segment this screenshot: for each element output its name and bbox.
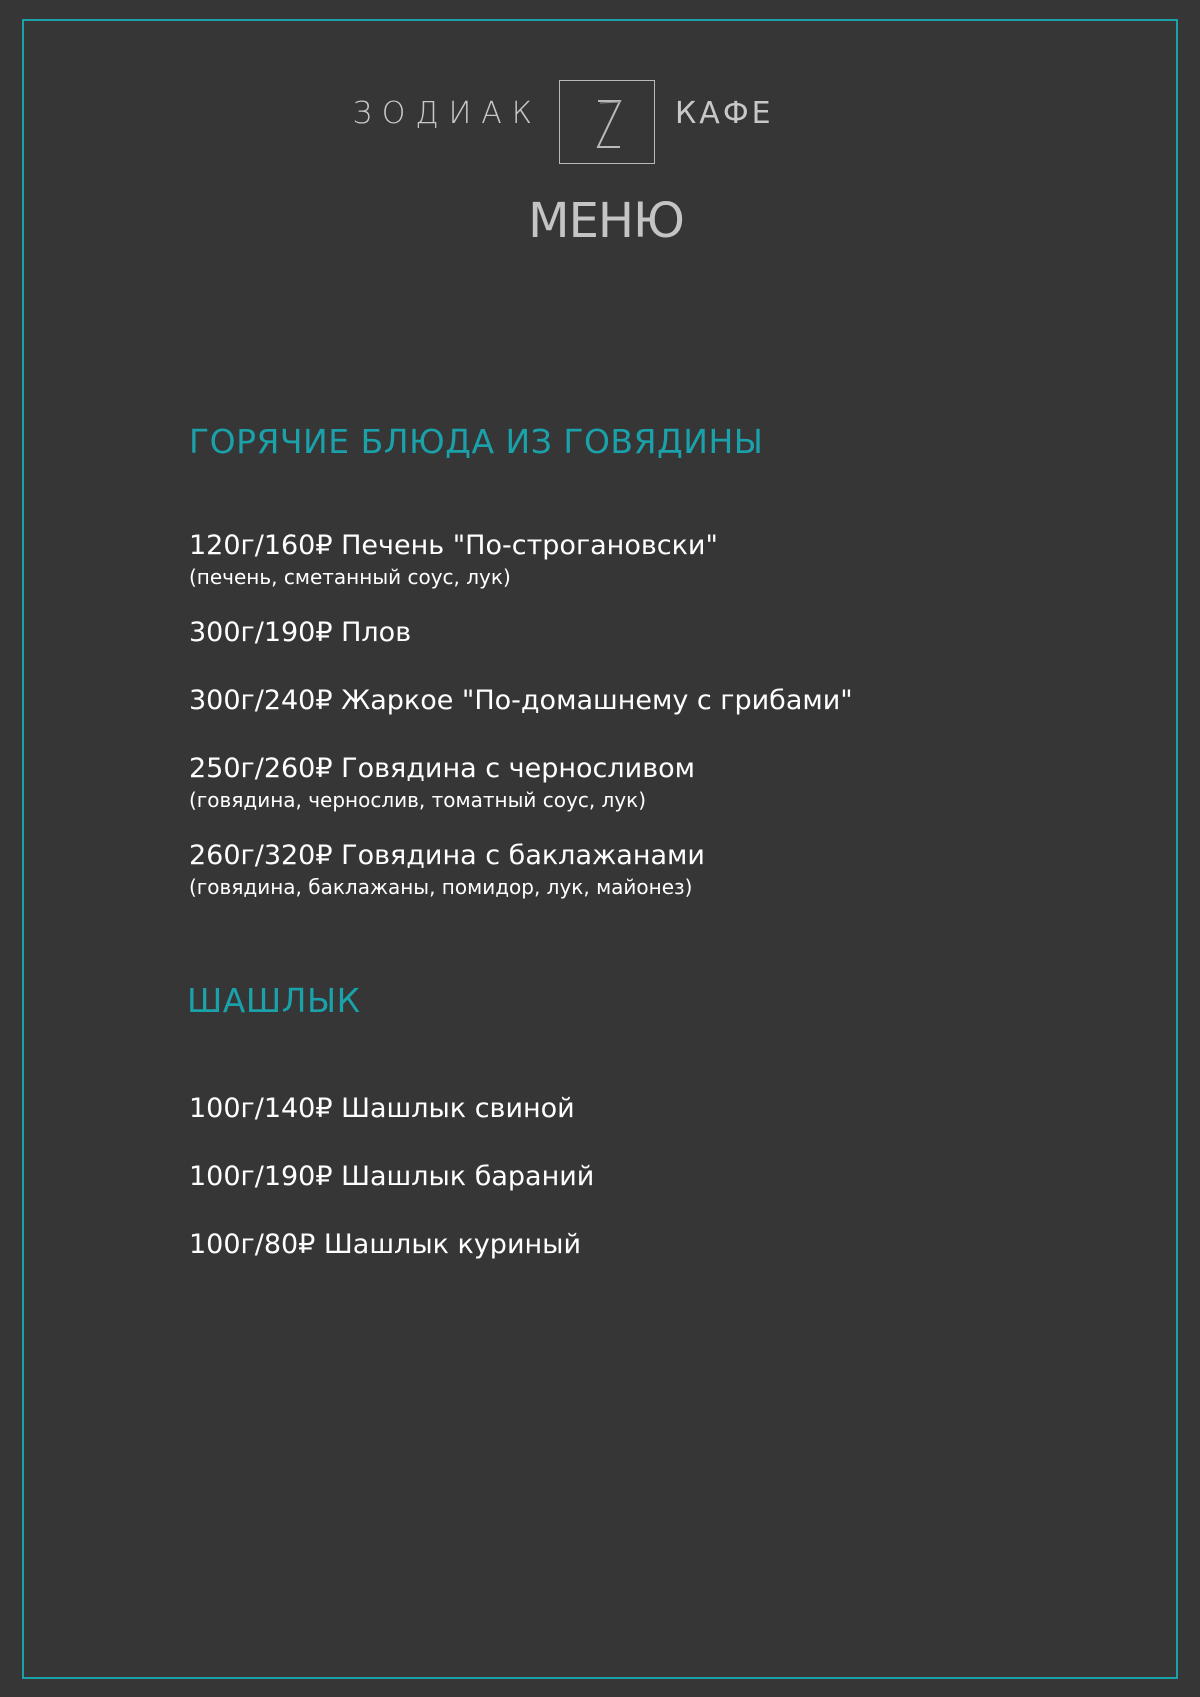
menu-item-description: (печень, сметанный соус, лук) [189, 565, 511, 589]
menu-item-name: 260г/320₽ Говядина с баклажанами [189, 840, 705, 871]
menu-item [189, 1161, 594, 1192]
menu-item-name: 100г/140₽ Шашлык свиной [189, 1093, 575, 1124]
logo-mark [559, 80, 655, 164]
z-logo-icon [560, 81, 656, 165]
menu-item [189, 1229, 581, 1260]
section-beef [189, 422, 763, 461]
menu-item [189, 753, 695, 812]
menu-item-name: 300г/190₽ Плов [189, 617, 412, 648]
menu-item-name: 120г/160₽ Печень "По-строгановски" [189, 530, 718, 561]
menu-item-description: (говядина, баклажаны, помидор, лук, майонез) [189, 875, 693, 899]
menu-item-name: 100г/190₽ Шашлык бараний [189, 1161, 595, 1192]
section-shashlik [187, 981, 361, 1020]
menu-item [189, 617, 411, 648]
section-title: ГОРЯЧИЕ БЛЮДА ИЗ ГОВЯДИНЫ [189, 422, 764, 461]
menu-item [189, 840, 705, 899]
menu-item [189, 685, 853, 716]
menu-item [189, 1093, 575, 1124]
menu-item-name: 250г/260₽ Говядина с черносливом [189, 753, 695, 784]
section-title: ШАШЛЫК [187, 981, 361, 1020]
logo-right-text: КАФЕ [675, 96, 774, 131]
page-title: МЕНЮ [528, 193, 684, 249]
menu-item [189, 530, 718, 589]
menu-item-description: (говядина, чернослив, томатный соус, лук) [189, 788, 647, 812]
logo [0, 80, 1200, 166]
logo-left-text: ЗОДИАК [352, 96, 542, 131]
menu-item-name: 300г/240₽ Жаркое "По-домашнему с грибами" [189, 685, 853, 716]
menu-item-name: 100г/80₽ Шашлык куриный [189, 1229, 582, 1260]
